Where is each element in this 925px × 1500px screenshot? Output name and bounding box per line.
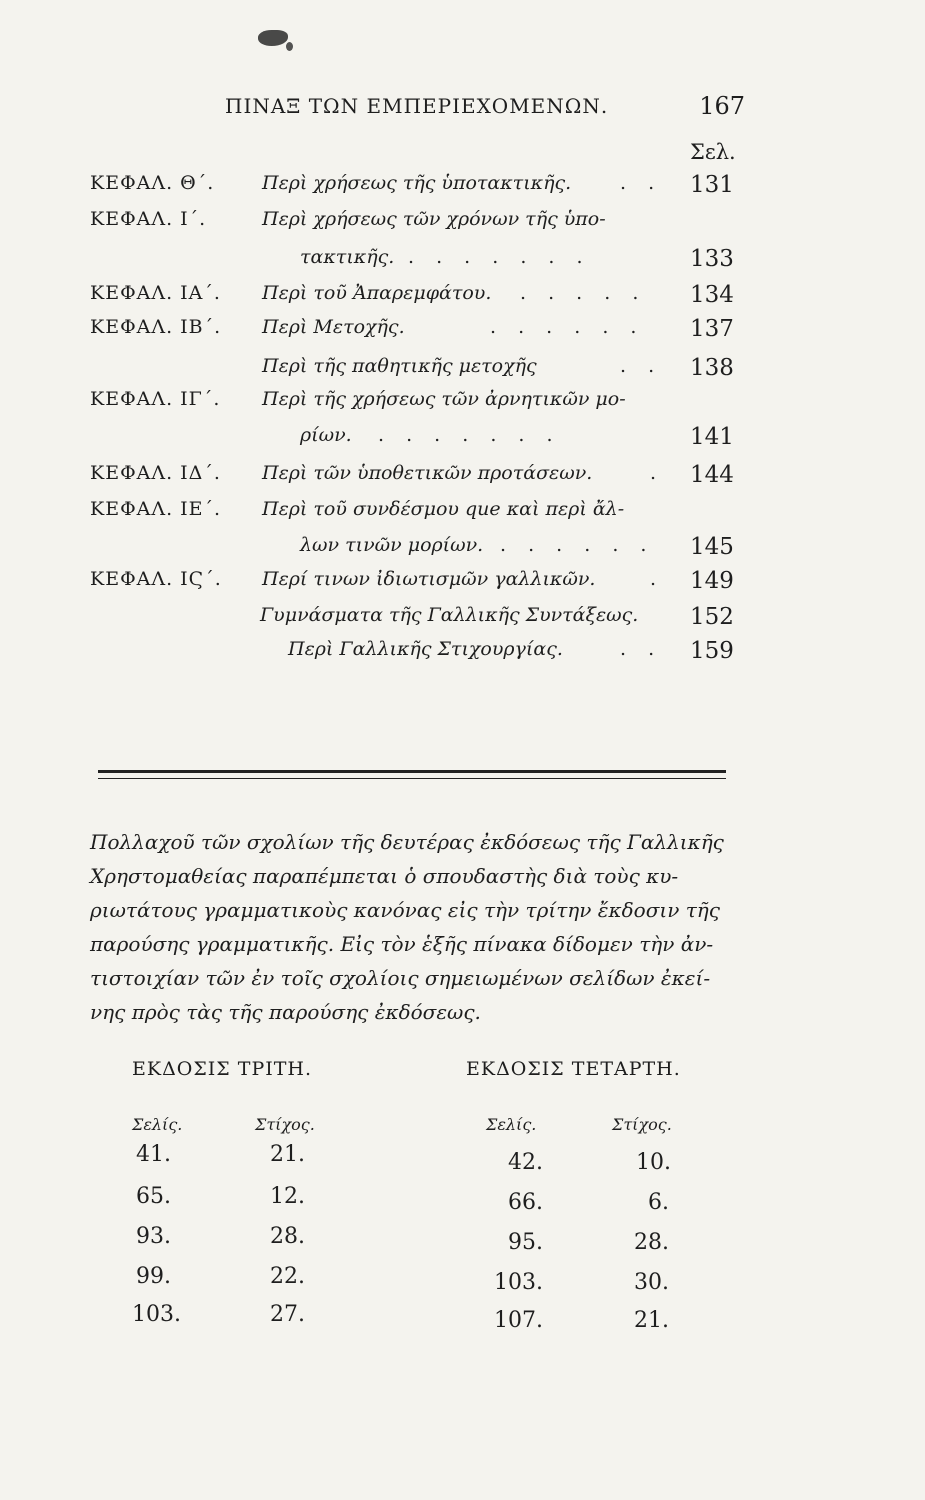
fourth-line-value: 6. (648, 1190, 669, 1215)
toc-page: 152 (690, 604, 734, 630)
third-line-value: 22. (270, 1264, 305, 1289)
divider-rule (98, 770, 726, 773)
toc-leader-dots: . . (620, 172, 663, 194)
third-edition-line-header: Στίχος. (255, 1115, 315, 1134)
third-line-value: 27. (270, 1302, 305, 1327)
toc-row (0, 316, 925, 354)
toc-row (0, 604, 925, 642)
toc-row (0, 282, 925, 320)
toc-row (0, 568, 925, 606)
toc-topic: Περὶ χρήσεως τῆς ὑποτακτικῆς. (262, 172, 572, 194)
note-line: Πολλαχοῦ τῶν σχολίων τῆς δευτέρας ἐκδόσεως τῆς Γαλλικῆς (90, 830, 724, 854)
toc-chapter: ΚΕΦΑΛ. Θ΄. (90, 172, 215, 194)
third-page-value: 93. (136, 1224, 171, 1249)
toc-page: 159 (690, 638, 734, 664)
toc-row (0, 172, 925, 210)
fourth-page-value: 42. (508, 1150, 543, 1175)
fourth-line-value: 21. (634, 1308, 669, 1333)
toc-page: 131 (690, 172, 734, 198)
toc-row (0, 462, 925, 500)
third-page-value: 99. (136, 1264, 171, 1289)
explanatory-note (90, 825, 735, 1029)
ink-smudge (258, 30, 288, 46)
toc-topic: Περί τινων ἰδιωτισμῶν γαλλικῶν. (262, 568, 596, 590)
toc-topic: Περὶ τῆς παθητικῆς μετοχῆς (262, 355, 537, 377)
toc-topic: Περὶ τοῦ συνδέσμου que καὶ περὶ ἄλ- (262, 498, 625, 520)
toc-leader-dots: . . (620, 355, 663, 377)
page-number: 167 (699, 92, 745, 120)
toc-row (0, 498, 925, 536)
third-page-value: 41. (136, 1142, 171, 1167)
fourth-line-value: 28. (634, 1230, 669, 1255)
toc-topic: Περὶ τῆς χρήσεως τῶν ἀρνητικῶν μο- (262, 388, 626, 410)
toc-leader-dots: . (650, 568, 665, 590)
toc-topic: τακτικῆς. (300, 246, 395, 268)
toc-page-column-label: Σελ. (690, 140, 736, 164)
fourth-page-value: 107. (494, 1308, 543, 1333)
third-line-value: 28. (270, 1224, 305, 1249)
toc-row (0, 208, 925, 246)
third-edition-page-header: Σελίς. (132, 1115, 183, 1134)
toc-chapter: ΚΕΦΑΛ. Ι΄. (90, 208, 207, 230)
toc-chapter: ΚΕΦΑΛ. ΙΕ΄. (90, 498, 222, 520)
toc-page: 141 (690, 424, 734, 450)
toc-chapter: ΚΕΦΑΛ. ΙϚ΄. (90, 568, 222, 590)
third-line-value: 21. (270, 1142, 305, 1167)
toc-topic: Περὶ Μετοχῆς. (262, 316, 405, 338)
note-line: Χρηστομαθείας παραπέμπεται ὁ σπουδαστὴς διὰ τοὺς κυ- (90, 864, 679, 888)
third-page-value: 65. (136, 1184, 171, 1209)
note-line: τιστοιχίαν τῶν ἐν τοῖς σχολίοις σημειωμένων σελίδων ἐκεί- (90, 966, 711, 990)
toc-row (0, 388, 925, 426)
toc-chapter: ΚΕΦΑΛ. ΙΑ΄. (90, 282, 221, 304)
toc-leader-dots: . . . . . . (500, 534, 655, 556)
fourth-edition-line-header: Στίχος. (612, 1115, 672, 1134)
toc-row (0, 246, 925, 284)
toc-topic: Περὶ χρήσεως τῶν χρόνων τῆς ὑπο- (262, 208, 606, 230)
toc-topic: λων τινῶν μορίων. (300, 534, 484, 556)
toc-chapter: ΚΕΦΑΛ. ΙΓ΄. (90, 388, 221, 410)
fourth-page-value: 95. (508, 1230, 543, 1255)
toc-topic: Περὶ τῶν ὑποθετικῶν προτάσεων. (262, 462, 593, 484)
toc-leader-dots: . . . . . (520, 282, 647, 304)
fourth-edition-page-header: Σελίς. (486, 1115, 537, 1134)
toc-page: 133 (690, 246, 734, 272)
fourth-edition-heading: ΕΚΔΟΣΙΣ ΤΕΤΑΡΤΗ. (466, 1058, 681, 1080)
note-line: ριωτάτους γραμματικοὺς κανόνας εἰς τὴν τρίτην ἔκδοσιν τῆς (90, 898, 720, 922)
third-line-value: 12. (270, 1184, 305, 1209)
fourth-page-value: 66. (508, 1190, 543, 1215)
note-line: παρούσης γραμματικῆς. Εἰς τὸν ἑξῆς πίνακα δίδομεν τὴν ἀν- (90, 932, 714, 956)
toc-page: 145 (690, 534, 734, 560)
toc-topic: ρίων. (300, 424, 352, 446)
toc-topic: Γυμνάσματα τῆς Γαλλικῆς Συντάξεως. (260, 604, 639, 626)
fourth-line-value: 30. (634, 1270, 669, 1295)
toc-leader-dots: . . . . . . (490, 316, 645, 338)
toc-topic: Περὶ Γαλλικῆς Στιχουργίας. (288, 638, 563, 660)
toc-page: 138 (690, 355, 734, 381)
ink-spot (286, 42, 293, 51)
toc-leader-dots: . . . . . . . (378, 424, 561, 446)
toc-page: 149 (690, 568, 734, 594)
header-title: ΠΙΝΑΞ ΤΩΝ ΕΜΠΕΡΙΕΧΟΜΕΝΩΝ. (225, 94, 609, 118)
toc-chapter: ΚΕΦΑΛ. ΙΒ΄. (90, 316, 222, 338)
fourth-page-value: 103. (494, 1270, 543, 1295)
toc-page: 144 (690, 462, 734, 488)
toc-row (0, 534, 925, 572)
running-header (225, 92, 745, 122)
toc-page: 134 (690, 282, 734, 308)
toc-row (0, 638, 925, 676)
toc-topic: Περὶ τοῦ Ἀπαρεμφάτου. (262, 282, 492, 304)
toc-page: 137 (690, 316, 734, 342)
toc-leader-dots: . . (620, 638, 663, 660)
divider-rule-thin (98, 778, 726, 779)
third-page-value: 103. (132, 1302, 181, 1327)
note-line: νης πρὸς τὰς τῆς παρούσης ἐκδόσεως. (90, 1000, 481, 1024)
toc-chapter: ΚΕΦΑΛ. ΙΔ΄. (90, 462, 221, 484)
third-edition-heading: ΕΚΔΟΣΙΣ ΤΡΙΤΗ. (132, 1058, 313, 1080)
toc-row (0, 424, 925, 462)
toc-leader-dots: . . . . . . . (408, 246, 591, 268)
fourth-line-value: 10. (636, 1150, 671, 1175)
toc-leader-dots: . (650, 462, 665, 484)
